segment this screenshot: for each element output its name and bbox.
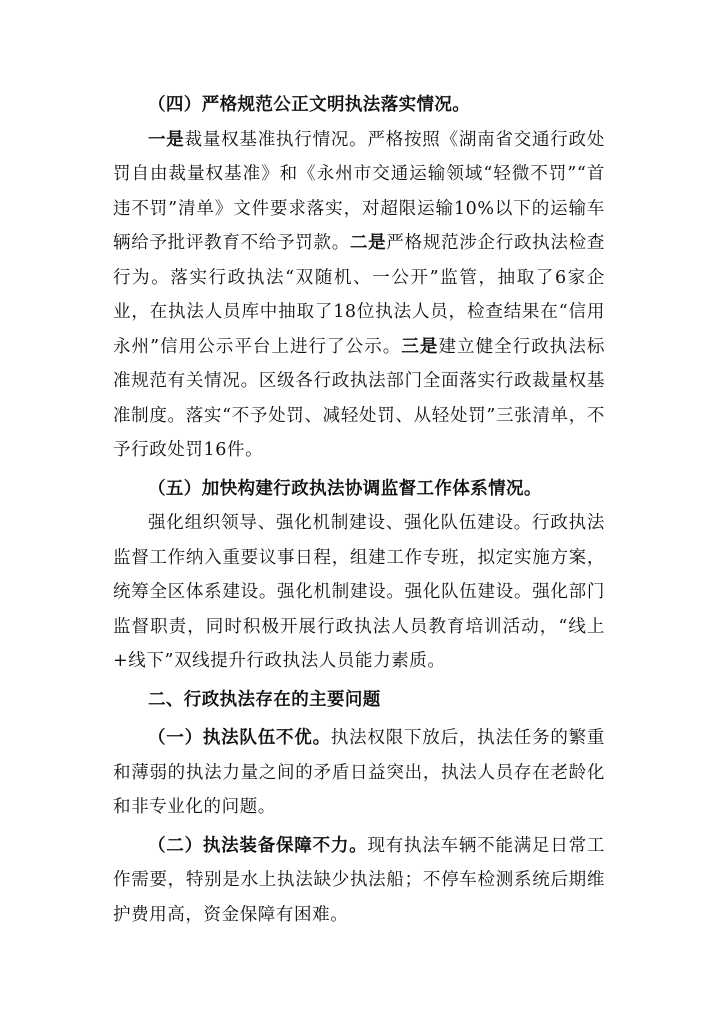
problem-text-equipment: 现有执法车辆不能满足日常工作需要，特别是水上执法缺少执法船；不停车检测系统后期维护费用高，资金保障有困难。 [113, 835, 605, 925]
document-page [113, 88, 605, 932]
point-label-first: 一是 [148, 129, 185, 150]
problem-label-equipment: （二）执法装备保障不力。 [148, 835, 368, 856]
point-text-first: 裁量权基准执行情况。严格按照《湖南省交通行政处罚自由裁量权基准》和《永州市交通运输领域“轻微不罚”“首违不罚”清单》文件要求落实，对超限运输10%以下的运输车辆给予批评教育不给予罚款。 [113, 129, 605, 253]
point-text-third: 建立健全行政执法标准规范有关情况。区级各行政执法部门全面落实行政裁量权基准制度。落实“不予处罚、减轻处罚、从轻处罚”三张清单，不予行政处罚16件。 [113, 336, 606, 460]
section-heading-5: （五）加快构建行政执法协调监督工作体系情况。 [148, 478, 542, 499]
paragraph-supervision-system [113, 506, 605, 679]
section-heading-4: （四）严格规范公正文明执法落实情况。 [148, 95, 471, 115]
paragraph-problem-equipment [113, 829, 605, 933]
problem-text-team: 执法权限下放后，执法任务的繁重和薄弱的执法力量之间的矛盾日益突出，执法人员存在老龄化和非专业化的问题。 [113, 728, 605, 817]
paragraph-enforcement-standards [113, 123, 605, 468]
point-label-second: 二是 [349, 233, 387, 253]
point-text-second: 严格规范涉企行政执法检查行为。落实行政执法“双随机、一公开”监管，抽取了6家企业，在执法人员库中抽取了18位执法人员，检查结果在“信用永州”信用公示平台上进行了公示。 [113, 233, 605, 357]
problem-label-team: （一）执法队伍不优。 [148, 728, 331, 748]
paragraph-problem-team [113, 721, 605, 825]
point-label-third: 三是 [401, 336, 439, 357]
section-heading-problems: 二、行政执法存在的主要问题 [148, 689, 381, 710]
supervision-text: 强化组织领导、强化机制建设、强化队伍建设。行政执法监督工作纳入重要议事日程，组建工作专班，拟定实施方案，统筹全区体系建设。强化机制建设。强化队伍建设。强化部门监督职责，同时积极开展行政执法人员教育培训活动，“线上+线下”双线提升行政执法人员能力素质。 [113, 513, 605, 671]
